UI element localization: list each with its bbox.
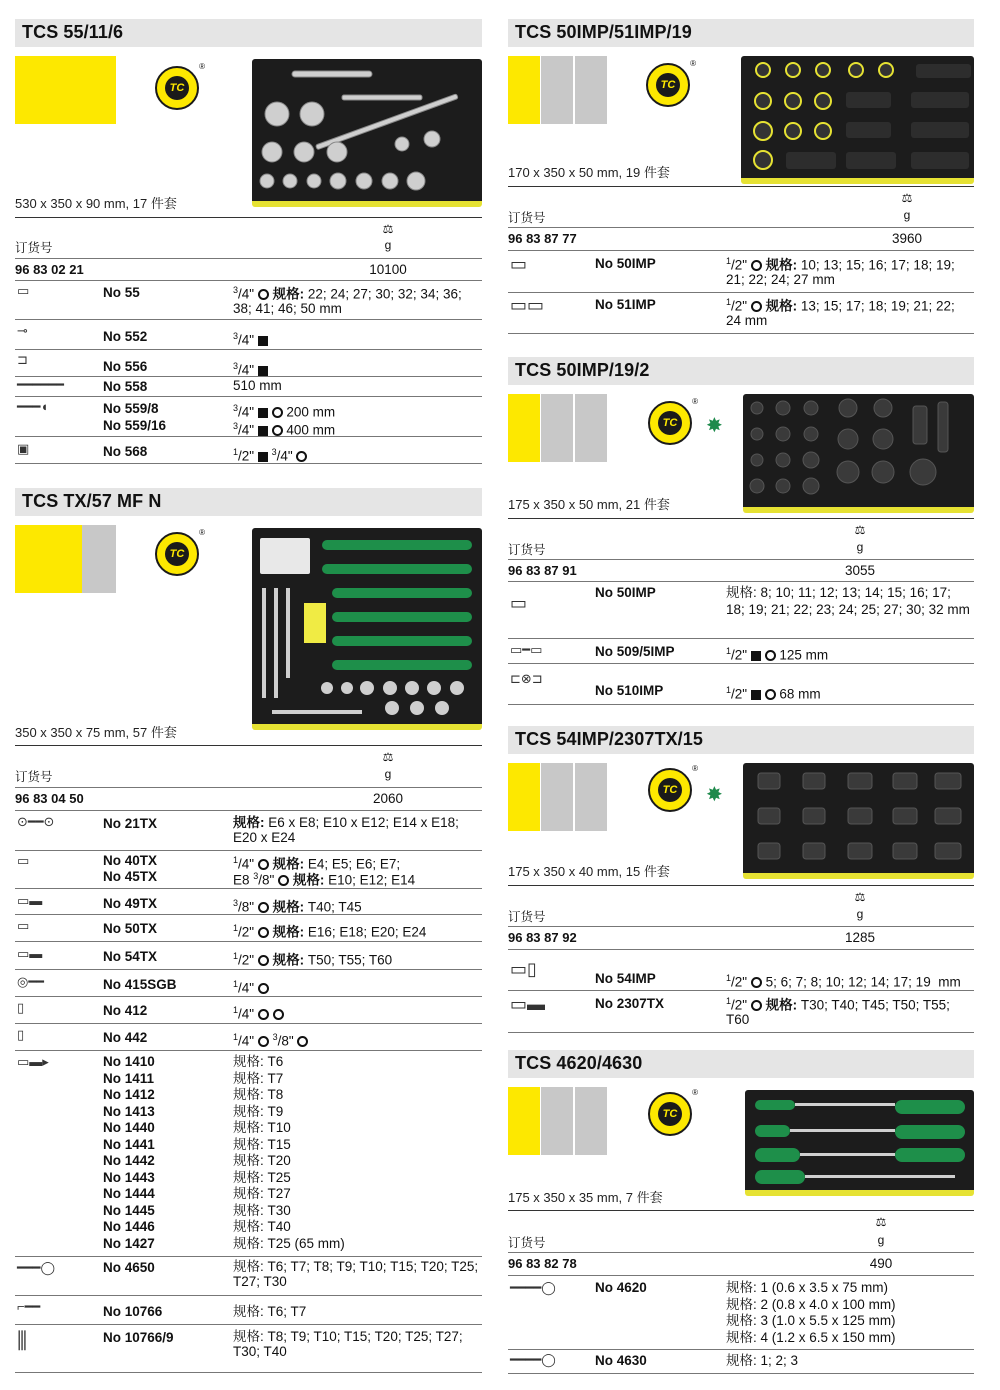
item-no: No 51IMP [595,297,656,312]
section-tcs-tx-57-mf-n [15,488,482,1388]
item-spec: 规格: 8; 10; 11; 12; 13; 14; 15; 16; 17; 18; 19; 21; 22; 23; 24; 25; 27; 30; 32 mm [726,585,970,617]
item-spec: 规格: T7 [233,1070,284,1086]
item-no: No 1413 [103,1103,155,1119]
item-spec: $^3$/8" 规格: T40; T45 [233,898,362,915]
item-spec: 规格: T25 [233,1169,291,1185]
item-no: No 1411 [103,1070,155,1086]
product-photo [741,56,974,184]
dimensions-text: 175 x 350 x 50 mm, 21 件套 [508,497,670,512]
section-header [508,357,974,385]
weight-value: 3055 [844,563,876,578]
order-number: 96 83 04 50 [15,791,84,806]
item-no: No 2307TX [595,996,665,1011]
item-spec: $^1$/4" [233,977,269,996]
bit-socket-icon: ▭▬ [510,994,546,1014]
item-no: No 552 [103,329,148,344]
order-no-label: 订货号 [15,241,53,255]
adapter-icon: ▯ [17,1000,25,1015]
order-no-label: 订货号 [15,770,53,784]
order-number: 96 83 87 77 [508,231,577,246]
item-spec: 规格: E6 x E8; E10 x E12; E14 x E18; E20 x E24 [233,815,459,845]
section-title: TCS 50IMP/51IMP/19 [515,22,692,42]
item-spec: $^3$/4" 400 mm [233,421,336,438]
bit-socket-icon: ▭▬ [17,893,43,908]
item-spec: 规格: T6 [233,1054,284,1069]
item-no: No 10766 [103,1304,163,1319]
item-no: No 45TX [103,869,158,884]
item-spec: 规格: T10 [233,1120,291,1135]
scale-icon: ⚖ [854,890,866,904]
product-photo [252,528,482,730]
color-swatch-yellow [508,56,540,124]
section-tcs-55-11-6 [15,19,482,464]
color-swatch-grey [541,763,573,831]
item-no: No 50IMP [595,256,656,271]
item-spec: 规格: 4 (1.2 x 6.5 x 150 mm) [726,1329,896,1345]
item-spec: 规格: T30 [233,1202,291,1218]
item-spec: 规格: T25 (65 mm) [233,1235,345,1251]
scale-icon: ⚖ [854,523,866,537]
item-no: No 40TX [103,853,158,868]
t-handle-icon: ⊐ [17,352,28,367]
bit-icon: ▭▬▸ [17,1054,49,1069]
item-spec: $^1$/2" 5; 6; 7; 8; 10; 12; 14; 17; 19 mm [726,973,961,990]
section-tcs-4620-4630 [508,1050,974,1380]
product-photo [745,1090,974,1196]
item-spec: 规格: T40 [233,1219,291,1234]
ratchet-icon: ⊸ [17,323,28,338]
item-spec: $^1$/2" 规格: E16; E18; E20; E24 [233,923,427,940]
tc-system-logo-icon: TC ® [155,532,199,576]
product-photo [743,394,974,513]
section-tcs-50imp-19-2 [508,357,974,707]
item-spec: $^3$/4" [233,359,268,378]
color-swatch-grey [541,1087,573,1155]
item-no: No 4630 [595,1353,647,1368]
deep-impact-socket-icon: ▭▭ [510,295,545,315]
item-no: No 1445 [103,1202,155,1218]
item-no: No 1412 [103,1087,155,1102]
item-spec: $^3$/4" 200 mm [233,403,336,420]
screwdriver-icon: ━━━◯ [17,1260,56,1275]
item-no: No 50TX [103,921,158,936]
color-swatch-yellow [508,394,540,462]
item-spec: 510 mm [233,378,282,393]
extension-bar-icon: ▭━▭ [510,642,543,657]
product-photo [252,59,482,207]
wrench-icon: ⊙━━⊙ [17,814,55,829]
order-no-label: 订货号 [508,1236,546,1250]
order-number: 96 83 87 91 [508,563,577,578]
item-no: No 54TX [103,949,158,964]
tc-system-logo-icon: TC ® [646,63,690,107]
item-no: No 412 [103,1003,148,1018]
item-no: No 49TX [103,896,158,911]
item-no: No 4620 [595,1280,647,1295]
section-header [15,488,482,516]
section-header [508,1050,974,1078]
item-no: No 1441 [103,1136,155,1152]
weight-unit: g [384,238,392,252]
weight-value: 3960 [891,231,923,246]
order-number: 96 83 02 21 [15,262,84,277]
color-swatch-yellow [15,56,116,124]
item-no: No 1442 [103,1153,155,1168]
impact-socket-icon: ▭ [510,254,528,274]
order-no-label: 订货号 [508,543,546,557]
bit-socket-icon: ▭▬ [17,946,43,961]
item-spec: 规格: T20 [233,1153,291,1168]
scale-icon: ⚖ [382,750,394,764]
item-spec: $^3$/4" 规格: 22; 24; 27; 30; 32; 34; 36; 38; 41; 46; 50 mm [233,285,462,316]
weight-value: 2060 [372,791,404,806]
item-spec: 规格: 1; 2; 3 [726,1353,799,1368]
weight-value: 1285 [844,930,876,945]
item-spec: 规格: T15 [233,1136,291,1152]
item-no: No 1427 [103,1235,155,1251]
weight-unit: g [877,1233,885,1247]
item-spec: 规格: 3 (1.0 x 5.5 x 125 mm) [726,1313,896,1328]
product-photo [743,763,974,879]
color-swatch-grey [575,1087,607,1155]
color-swatch-grey [575,394,607,462]
item-no: No 559/16 [103,418,167,433]
dimensions-text: 175 x 350 x 35 mm, 7 件套 [508,1190,663,1205]
section-title: TCS 4620/4630 [515,1053,643,1073]
weight-unit: g [903,208,911,222]
color-swatch-grey [541,394,573,462]
item-spec: E8 $^3$/8" 规格: E10; E12; E14 [233,871,416,888]
dimensions-text: 170 x 350 x 50 mm, 19 件套 [508,165,670,180]
weight-unit: g [856,907,864,921]
socket-icon: ▭ [17,853,30,868]
weight-value: 490 [869,1256,893,1271]
item-spec: 规格: T8; T9; T10; T15; T20; T25; T27; T30; T40 [233,1329,463,1359]
order-number: 96 83 87 92 [508,930,577,945]
item-no: No 4650 [103,1260,155,1275]
item-no: No 21TX [103,816,158,831]
l-key-icon: ⌐━━ [17,1299,41,1314]
green-star-icon: ✸ [706,415,723,437]
order-number: 96 83 82 78 [508,1256,577,1271]
item-spec: $^3$/4" [233,329,268,348]
item-spec: $^1$/2" 规格: T30; T40; T45; T50; T55; T60 [726,996,950,1027]
item-no: No 556 [103,359,148,374]
section-tcs-50imp-51imp-19 [508,19,974,339]
socket-icon: ▭ [17,918,30,933]
color-swatch-grey [575,56,607,124]
item-no: No 568 [103,444,148,459]
tc-system-logo-icon: TC ® [648,1092,692,1136]
dimensions-text: 175 x 350 x 40 mm, 15 件套 [508,864,670,879]
item-no: No 559/8 [103,401,159,416]
impact-socket-icon: ▭▯ [510,959,537,979]
weight-value: 10100 [369,262,407,277]
order-no-label: 订货号 [508,910,546,924]
tc-system-logo-icon: TC ® [155,66,199,110]
socket-icon: ▭ [17,283,30,298]
ratchet-icon: ◎━━ [17,974,44,989]
dimensions-text: 350 x 350 x 75 mm, 57 件套 [15,725,177,740]
item-spec: $^1$/2" 规格: T50; T55; T60 [233,951,393,968]
dimensions-text: 530 x 350 x 90 mm, 17 件套 [15,196,177,211]
item-spec: $^1$/2" 规格: 10; 13; 15; 16; 17; 18; 19; 21; 22; 24; 27 mm [726,256,955,287]
item-no: No 509/5IMP [595,644,675,659]
screwdriver-icon: ━━━━◯ [510,1280,556,1295]
adapter-icon: ▣ [17,441,30,456]
item-spec: 规格: 2 (0.8 x 4.0 x 100 mm) [726,1296,896,1312]
extension-bar-icon: ━━━━━━ [17,377,64,392]
item-no: No 10766/9 [103,1330,174,1345]
color-swatch-grey [82,525,116,593]
item-no: No 1444 [103,1186,155,1201]
item-no: No 55 [103,285,140,300]
item-spec: $^1$/2" 规格: 13; 15; 17; 18; 19; 21; 22; 24 mm [726,297,955,328]
section-header [508,19,974,47]
item-spec: 规格: T6; T7; T8; T9; T10; T15; T20; T25; T27; T30 [233,1259,479,1289]
color-swatch-grey [541,56,573,124]
item-no: No 54IMP [595,971,656,986]
weight-unit: g [856,540,864,554]
section-title: TCS 55/11/6 [22,22,124,42]
color-swatch-yellow [508,763,540,831]
item-spec: 规格: 1 (0.6 x 3.5 x 75 mm) [726,1280,889,1295]
l-key-set-icon: ⫼ [17,1328,28,1353]
item-spec: $^1$/2" 125 mm [726,646,829,663]
item-no: No 510IMP [595,683,664,698]
scale-icon: ⚖ [901,191,913,205]
item-spec: 规格: T9 [233,1103,284,1119]
weight-unit: g [384,767,392,781]
item-no: No 415SGB [103,977,177,992]
item-spec: 规格: T6; T7 [233,1304,307,1319]
screwdriver-icon: ━━━━◯ [510,1352,556,1367]
adapter-icon: ▯ [17,1027,25,1042]
section-title: TCS TX/57 MF N [22,491,162,511]
item-spec: $^1$/4" 规格: E4; E5; E6; E7; [233,855,401,872]
item-spec: $^1$/2" $^3$/4" [233,445,307,464]
color-swatch-grey [575,763,607,831]
color-swatch-yellow [15,525,82,593]
section-header [508,726,974,754]
order-no-label: 订货号 [508,211,546,225]
impact-socket-icon: ▭ [510,593,528,613]
section-title: TCS 54IMP/2307TX/15 [515,729,703,749]
item-no: No 1446 [103,1219,155,1234]
scale-icon: ⚖ [875,1215,887,1229]
scale-icon: ⚖ [382,222,394,236]
section-title: TCS 50IMP/19/2 [515,360,650,380]
item-spec: 规格: T27 [233,1186,291,1201]
item-no: No 50IMP [595,585,656,600]
item-spec: $^1$/4" $^3$/8" [233,1030,308,1049]
color-swatch-yellow [508,1087,540,1155]
item-no: No 442 [103,1030,148,1045]
universal-joint-icon: ⊏⊗⊐ [510,671,543,686]
item-no: No 1443 [103,1169,155,1185]
item-no: No 1410 [103,1054,155,1069]
item-spec: 规格: T8 [233,1087,284,1102]
extension-bar-icon: ━━━◖ [17,399,49,414]
green-star-icon: ✸ [706,784,723,806]
section-tcs-54imp-2307tx-15 [508,726,974,1038]
item-no: No 558 [103,379,148,394]
item-spec: $^1$/2" 68 mm [726,685,821,702]
section-header [15,19,482,47]
tc-system-logo-icon: TC ® [648,401,692,445]
item-no: No 1440 [103,1120,155,1135]
item-spec: $^1$/4" [233,1003,284,1022]
tc-system-logo-icon: TC ® [648,768,692,812]
